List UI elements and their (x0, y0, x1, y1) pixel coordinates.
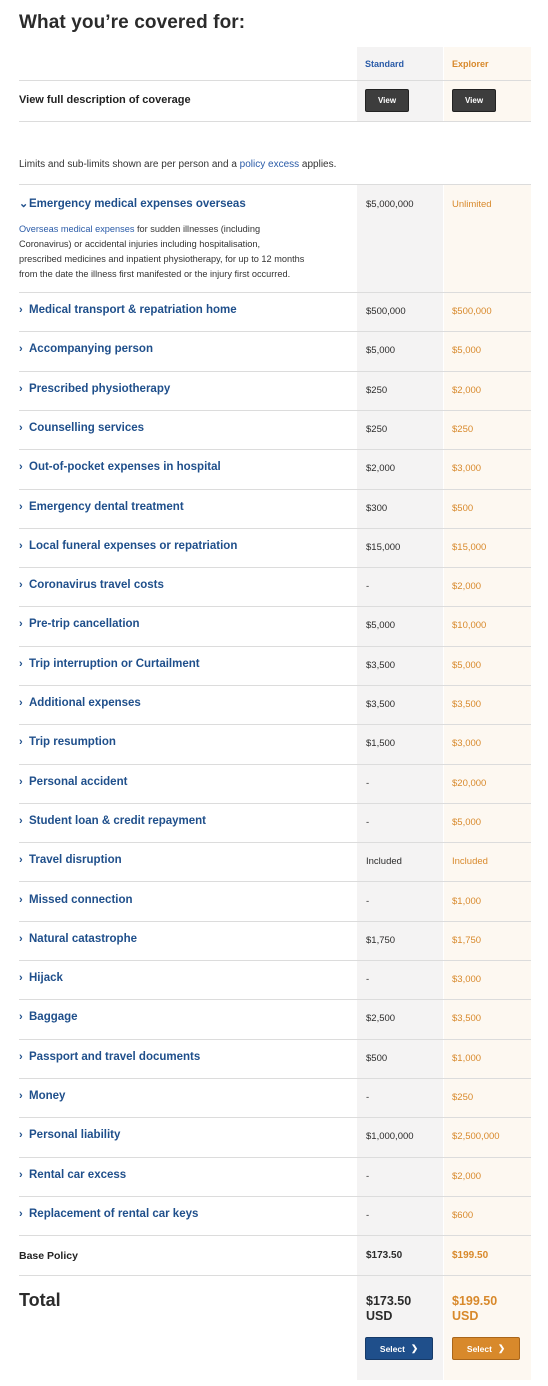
divider (19, 184, 531, 185)
benefit-label: Baggage (29, 1011, 78, 1024)
benefit-row[interactable] (19, 383, 170, 395)
select-label: Select (379, 1343, 405, 1354)
description-text: from the date the illness first manifested or the injury first occurred. (19, 269, 291, 279)
divider (19, 842, 531, 843)
standard-select-button[interactable] (365, 1337, 433, 1360)
explorer-total (452, 1294, 497, 1324)
divider (19, 1235, 531, 1236)
chevron-right-icon: › (19, 932, 23, 945)
explorer-value: $250 (452, 1092, 474, 1103)
chevron-right-icon: › (19, 736, 23, 749)
benefit-row[interactable] (19, 1090, 65, 1102)
divider (19, 567, 531, 568)
benefit-label: Hijack (29, 972, 63, 985)
explorer-value: $1,000 (452, 1052, 482, 1064)
benefit-row[interactable] (19, 343, 153, 355)
explorer-value: $3,000 (452, 463, 482, 475)
standard-value: $300 (366, 502, 388, 514)
benefit-label: Travel disruption (29, 854, 122, 867)
divider (19, 410, 531, 411)
benefit-label: Coronavirus travel costs (29, 579, 164, 592)
divider (19, 646, 531, 647)
standard-base-price: $173.50 (366, 1250, 403, 1261)
standard-value: $3,500 (366, 699, 396, 710)
benefit-row[interactable] (19, 815, 206, 827)
standard-value: $250 (366, 384, 388, 396)
benefit-row[interactable] (19, 1129, 120, 1141)
explorer-value: $250 (452, 423, 474, 435)
standard-value: - (366, 581, 370, 593)
chevron-right-icon: › (19, 382, 23, 395)
divider (19, 999, 531, 1000)
standard-value: $5,000 (366, 620, 396, 632)
chevron-right-icon: › (19, 618, 23, 631)
page-title: What you’re covered for: (19, 12, 246, 33)
explorer-value: $5,000 (452, 345, 482, 357)
explorer-value: $3,500 (452, 699, 482, 710)
benefit-row[interactable] (19, 304, 237, 316)
benefit-row[interactable] (19, 422, 144, 434)
explorer-value: $1,750 (452, 934, 482, 946)
chevron-right-icon: › (19, 657, 23, 670)
standard-value: $3,500 (366, 659, 396, 671)
select-label: Select (466, 1343, 492, 1354)
standard-value: $15,000 (366, 541, 401, 553)
policy-excess-link[interactable]: policy excess (239, 159, 300, 170)
standard-value: - (366, 1209, 370, 1221)
chevron-right-icon: › (19, 893, 23, 906)
divider (19, 1117, 531, 1118)
benefit-label: Trip resumption (29, 736, 116, 749)
chevron-right-icon: › (19, 814, 23, 827)
benefit-row[interactable] (19, 1169, 126, 1181)
explorer-value: $3,000 (452, 738, 482, 750)
benefit-label: Medical transport & repatriation home (29, 304, 237, 316)
standard-value: - (366, 895, 370, 907)
chevron-right-icon: › (19, 579, 23, 592)
benefit-label: Accompanying person (29, 343, 153, 356)
chevron-right-icon: › (19, 421, 23, 434)
chevron-right-icon: › (19, 972, 23, 985)
divider (19, 960, 531, 961)
benefit-row[interactable] (19, 579, 164, 591)
chevron-right-icon: › (19, 539, 23, 552)
standard-total (366, 1294, 411, 1324)
benefit-label: Missed connection (29, 893, 133, 906)
benefit-label: Trip interruption or Curtailment (29, 657, 200, 670)
benefit-label: Counselling services (29, 421, 145, 434)
chevron-right-icon: › (19, 461, 23, 474)
standard-value: $250 (366, 423, 388, 435)
explorer-value: Unlimited (452, 199, 492, 210)
standard-value: - (366, 1170, 370, 1182)
benefit-label: Replacement of rental car keys (29, 1207, 199, 1220)
benefit-row[interactable] (19, 1051, 200, 1063)
chevron-right-icon: › (19, 1207, 23, 1220)
standard-value: $1,750 (366, 934, 396, 946)
explorer-value: $2,000 (452, 581, 482, 593)
benefit-label: Out-of-pocket expenses in hospital (29, 461, 221, 474)
total-label: Total (19, 1290, 61, 1310)
chevron-right-icon: › (19, 1090, 23, 1102)
benefit-row[interactable] (19, 697, 141, 709)
benefit-label: Emergency dental treatment (29, 500, 184, 513)
divider (19, 449, 531, 450)
divider (19, 371, 531, 372)
overseas-medical-link[interactable]: Overseas medical expenses (19, 224, 135, 234)
benefit-row[interactable] (19, 736, 116, 748)
divider (19, 1196, 531, 1197)
limits-note (19, 159, 336, 170)
divider (19, 685, 531, 686)
divider (19, 489, 531, 490)
chevron-down-icon: ⌄ (19, 198, 29, 210)
explorer-total-currency: USD (452, 1309, 479, 1323)
standard-view-button[interactable]: View (365, 89, 409, 112)
explorer-value: $1,000 (452, 895, 482, 907)
divider (19, 881, 531, 882)
base-policy-label: Base Policy (19, 1250, 78, 1262)
benefit-label: Natural catastrophe (29, 932, 138, 945)
explorer-value: $3,000 (452, 974, 482, 986)
divider (19, 803, 531, 804)
benefit-row[interactable] (19, 776, 127, 788)
chevron-right-icon: › (19, 1168, 23, 1181)
standard-column-header: Standard (365, 59, 405, 69)
chevron-right-icon: ❯ (410, 1343, 419, 1353)
explorer-column-header: Explorer (452, 59, 489, 69)
divider (19, 724, 531, 725)
explorer-base-price: $199.50 (452, 1250, 489, 1261)
chevron-right-icon: › (19, 343, 23, 356)
chevron-right-icon: › (19, 775, 23, 788)
benefit-label: Personal accident (29, 775, 128, 788)
standard-total-currency: USD (366, 1309, 393, 1323)
standard-value: - (366, 816, 370, 828)
benefit-label: Additional expenses (29, 697, 141, 709)
standard-value: $500,000 (366, 306, 406, 317)
benefit-row-emergency-medical[interactable] (19, 197, 246, 210)
divider (19, 1275, 531, 1276)
explorer-value: $15,000 (452, 541, 487, 553)
divider (19, 1157, 531, 1158)
benefit-label: Personal liability (29, 1129, 121, 1142)
explorer-value: $2,000 (452, 1170, 482, 1182)
explorer-view-button[interactable]: View (452, 89, 496, 112)
benefit-row[interactable] (19, 461, 221, 473)
explorer-total-amount: $199.50 (452, 1294, 498, 1308)
chevron-right-icon: › (19, 1011, 23, 1024)
description-text: Coronavirus) or accidental injuries including hospitalisation, (19, 239, 261, 249)
explorer-value: $10,000 (452, 620, 487, 632)
chevron-right-icon: › (19, 1129, 23, 1142)
standard-value: - (366, 1092, 370, 1103)
standard-value: $2,000 (366, 463, 396, 475)
benefit-label: Prescribed physiotherapy (29, 382, 171, 395)
limits-note-text: Limits and sub-limits shown are per person and a (19, 159, 240, 170)
divider (19, 528, 531, 529)
explorer-value: Included (452, 856, 488, 868)
chevron-right-icon: › (19, 854, 23, 867)
benefit-row[interactable] (19, 1208, 198, 1220)
chevron-right-icon: › (19, 500, 23, 513)
benefit-label: Local funeral expenses or repatriation (29, 539, 238, 552)
divider (19, 331, 531, 332)
benefit-row[interactable] (19, 618, 140, 630)
benefit-row[interactable] (19, 1011, 78, 1023)
chevron-right-icon: › (19, 304, 23, 316)
benefit-row[interactable] (19, 540, 237, 552)
explorer-value: $5,000 (452, 816, 482, 828)
divider (19, 764, 531, 765)
divider (19, 1078, 531, 1079)
divider (19, 80, 531, 81)
chevron-right-icon: ❯ (497, 1343, 506, 1353)
standard-value: Included (366, 856, 402, 868)
standard-value: $5,000,000 (366, 199, 414, 210)
benefit-row[interactable] (19, 933, 137, 945)
limits-note-suffix: applies. (299, 159, 337, 170)
divider (19, 606, 531, 607)
explorer-value: $5,000 (452, 659, 482, 671)
benefit-row[interactable] (19, 501, 184, 513)
benefit-label: Student loan & credit repayment (29, 814, 207, 827)
benefit-row[interactable] (19, 972, 63, 984)
explorer-value: $2,000 (452, 384, 482, 396)
chevron-right-icon: › (19, 697, 23, 709)
benefit-row[interactable] (19, 854, 122, 866)
explorer-select-button[interactable] (452, 1337, 520, 1360)
standard-value: - (366, 974, 370, 986)
benefit-description (19, 222, 349, 282)
divider (19, 121, 531, 122)
standard-value: $1,000,000 (366, 1131, 414, 1143)
standard-value: $1,500 (366, 738, 396, 750)
description-text: prescribed medicines and inpatient physiotherapy, for up to 12 months (19, 254, 305, 264)
explorer-value: $500,000 (452, 306, 492, 317)
chevron-right-icon: › (19, 1050, 23, 1063)
standard-column-background (357, 184, 443, 1380)
benefit-row[interactable] (19, 894, 133, 906)
benefit-label: Pre-trip cancellation (29, 618, 140, 631)
explorer-value: $2,500,000 (452, 1131, 500, 1143)
standard-value: $5,000 (366, 345, 396, 357)
standard-value: - (366, 777, 370, 789)
divider (19, 921, 531, 922)
divider (19, 292, 531, 293)
standard-total-amount: $173.50 (366, 1294, 412, 1308)
explorer-value: $500 (452, 502, 474, 514)
divider (19, 1039, 531, 1040)
benefit-label: Money (29, 1090, 66, 1102)
benefit-label: Rental car excess (29, 1168, 127, 1181)
explorer-value: $20,000 (452, 777, 487, 789)
benefit-label: Passport and travel documents (29, 1050, 201, 1063)
explorer-value: $3,500 (452, 1013, 482, 1025)
standard-value: $500 (366, 1052, 388, 1064)
view-coverage-label: View full description of coverage (19, 94, 191, 106)
description-text: for sudden illnesses (including (134, 224, 261, 234)
benefit-label: Emergency medical expenses overseas (29, 197, 246, 210)
benefit-row[interactable] (19, 658, 200, 670)
explorer-value: $600 (452, 1209, 474, 1221)
standard-value: $2,500 (366, 1013, 396, 1025)
